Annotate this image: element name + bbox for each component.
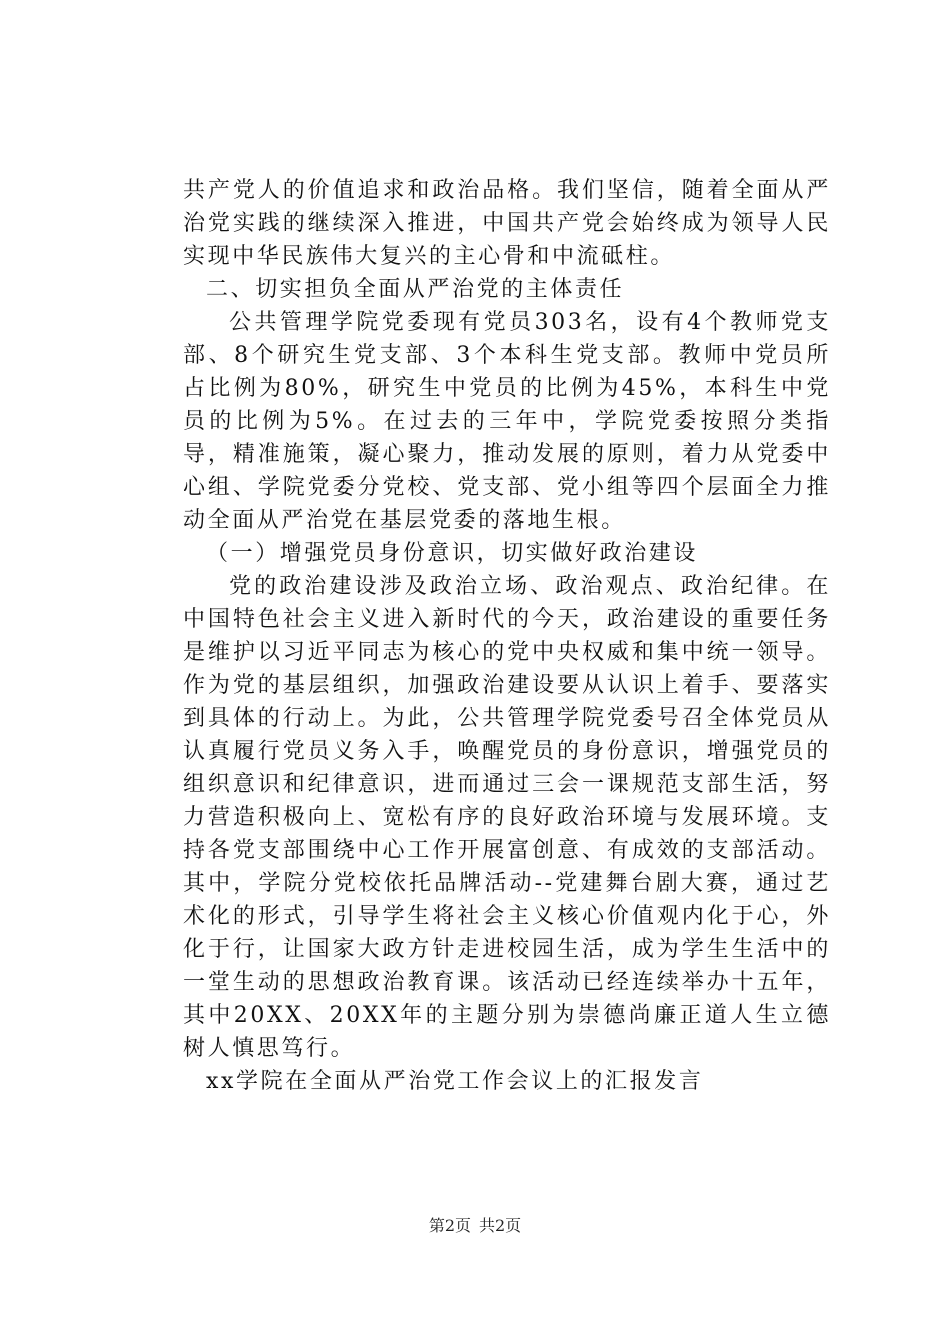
paragraph-party-members: 公共管理学院党委现有党员303名，设有4个教师党支部、8个研究生党支部、3个本科生党支部。教师中党员所占比例为80%，研究生中党员的比例为45%，本科生中党员的比例为5%。在过去的三年中，学院党委按照分类指导，精准施策，凝心聚力，推动发展的原则，着力从党委中心组、学院党委分党校、党支部、党小组等四个层面全力推动全面从严治党在基层党委的落地生根。 [183,310,831,533]
document-body [183,174,831,1098]
page-footer [0,1216,950,1236]
document-title-line: xx学院在全面从严治党工作会议上的汇报发言 [206,1069,704,1094]
page-total: 共2页 [479,1216,522,1235]
page-number: 第2页 [428,1216,471,1235]
subsection-heading-1: （一）增强党员身份意识，切实做好政治建设 [206,541,699,566]
section-heading-2: 二、切实担负全面从严治党的主体责任 [206,277,625,302]
paragraph-continuation: 共产党人的价值追求和政治品格。我们坚信，随着全面从严治党实践的继续深入推进，中国共产党会始终成为领导人民实现中华民族伟大复兴的主心骨和中流砥柱。 [183,178,831,269]
paragraph-political-construction: 党的政治建设涉及政治立场、政治观点、政治纪律。在中国特色社会主义进入新时代的今天，政治建设的重要任务是维护以习近平同志为核心的党中央权威和集中统一领导。作为党的基层组织，加强政治建设要从认识上着手、要落实到具体的行动上。为此，公共管理学院党委号召全体党员从认真履行党员义务入手，唤醒党员的身份意识，增强党员的组织意识和纪律意识，进而通过三会一课规范支部生活，努力营造积极向上、宽松有序的良好政治环境与发展环境。支持各党支部围绕中心工作开展富创意、有成效的支部活动。其中，学院分党校依托品牌活动--党建舞台剧大赛，通过艺术化的形式，引导学生将社会主义核心价值观内化于心，外化于行，让国家大政方针走进校园生活，成为学生生活中的一堂生动的思想政治教育课。该活动已经连续举办十五年，其中20XX、20XX年的主题分别为崇德尚廉正道人生立德树人慎思笃行。 [183,574,831,1061]
